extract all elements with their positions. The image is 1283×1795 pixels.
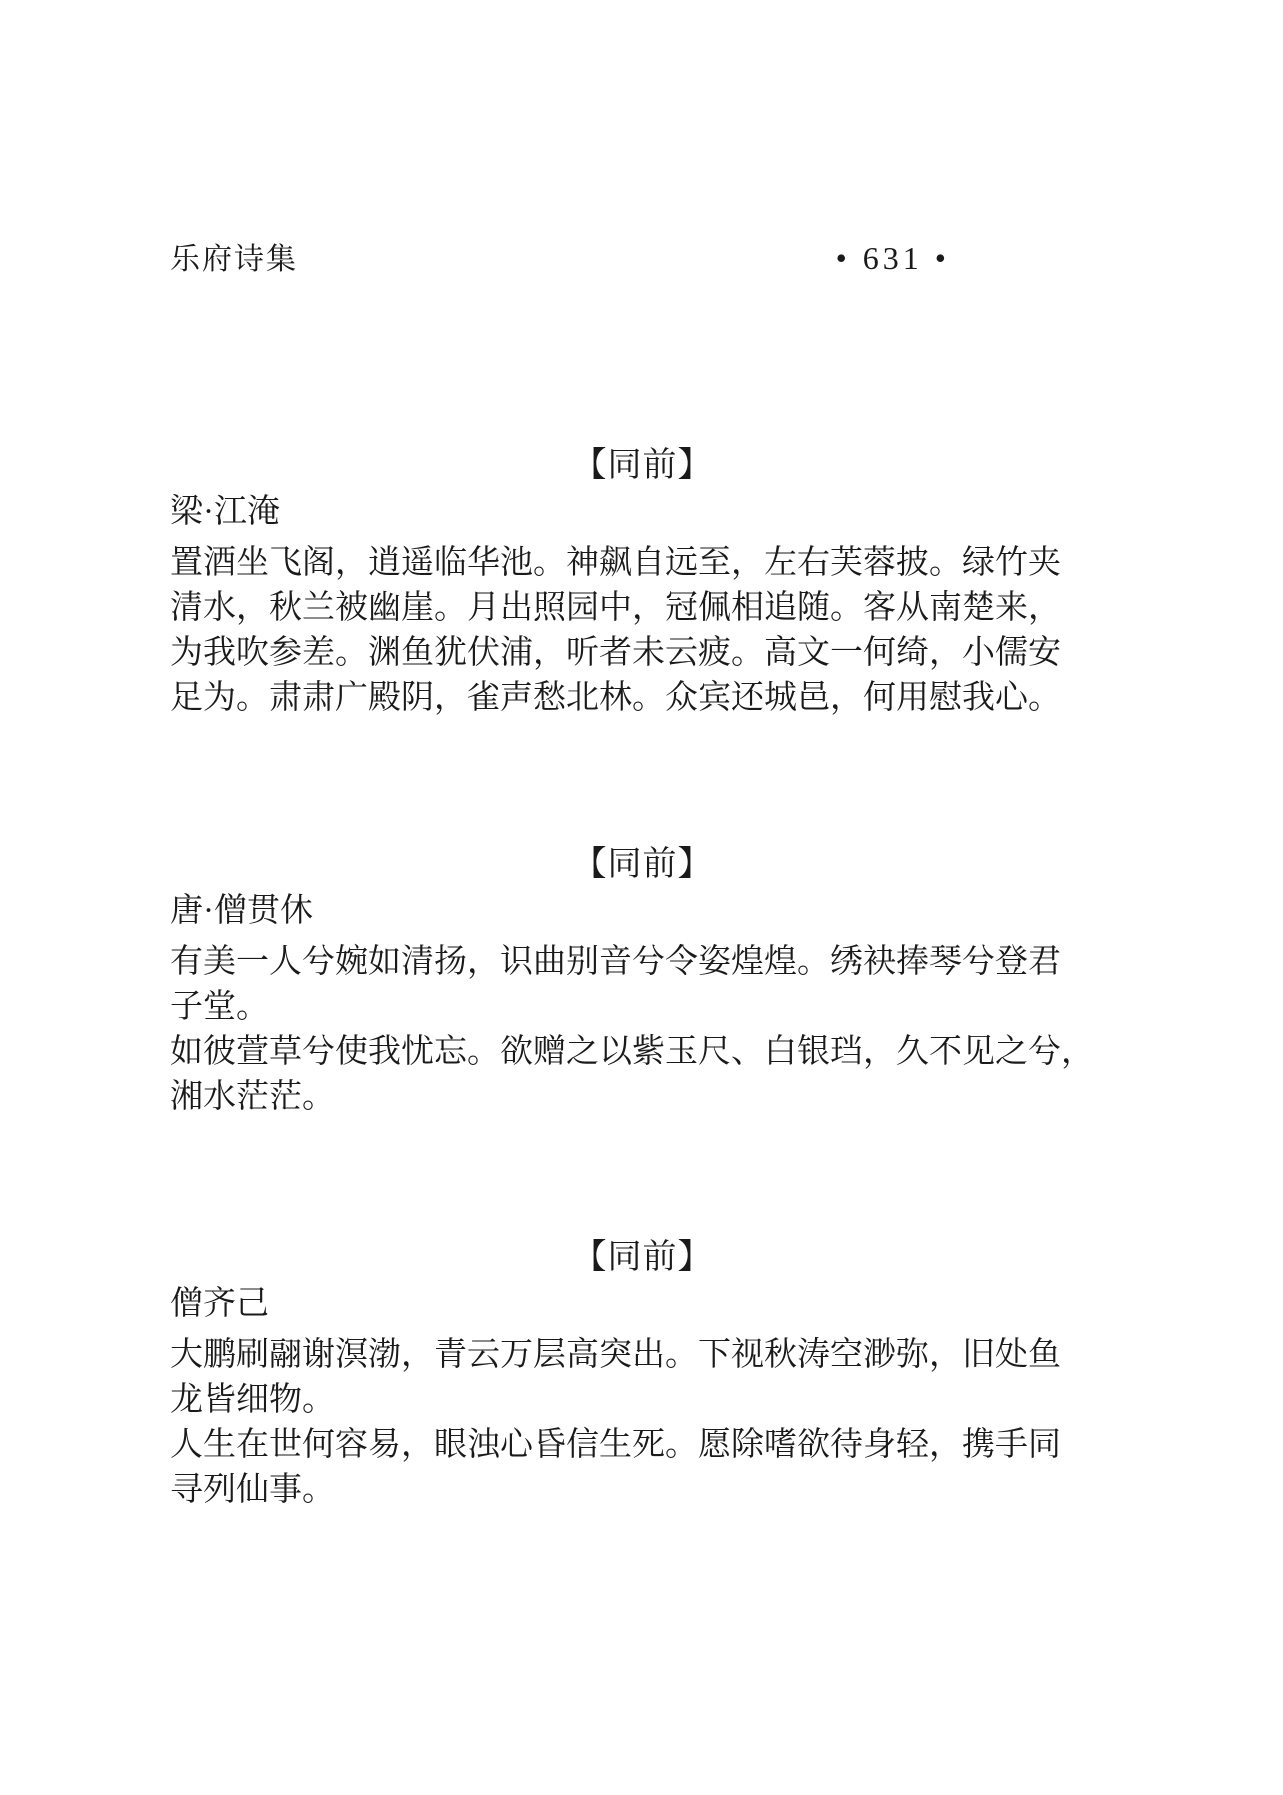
- section-title: 【同前】: [572, 846, 713, 883]
- poem-text: [170, 1333, 1115, 1513]
- section-title: 【同前】: [572, 447, 713, 484]
- poem-line: 为我吹参差。渊鱼犹伏浦，听者未云疲。高文一何绮，小儒安: [170, 635, 1061, 671]
- page-number: • 631 •: [835, 240, 950, 276]
- poem-line: 龙皆细物。: [170, 1382, 335, 1418]
- poem-text: [170, 541, 1115, 721]
- poem-line: 足为。肃肃广殿阴，雀声愁北林。众宾还城邑，何用慰我心。: [170, 680, 1061, 716]
- poem-line: 如彼萱草兮使我忧忘。欲赠之以紫玉尺、白银珰，久不见之兮，: [170, 1034, 1094, 1070]
- poem-line: 湘水茫茫。: [170, 1079, 335, 1115]
- poem-section-3: [0, 1238, 1283, 1513]
- page-header: [0, 240, 1283, 278]
- poem-section-2: [0, 845, 1283, 1120]
- author-line: 梁·江淹: [170, 494, 280, 530]
- section-title: 【同前】: [572, 1239, 713, 1276]
- poem-line: 寻列仙事。: [170, 1472, 335, 1508]
- author-line: 唐·僧贯休: [170, 893, 313, 929]
- poem-section-1: [0, 446, 1283, 721]
- poem-line: 子堂。: [170, 989, 269, 1025]
- poem-line: 置酒坐飞阁，逍遥临华池。神飙自远至，左右芙蓉披。绿竹夹: [170, 545, 1061, 581]
- author-line: 僧齐己: [170, 1286, 269, 1322]
- poem-text: [170, 940, 1115, 1120]
- poem-line: 人生在世何容易，眼浊心昏信生死。愿除嗜欲待身轻，携手同: [170, 1427, 1061, 1463]
- poem-line: 大鹏刷翮谢溟渤，青云万层高突出。下视秋涛空渺弥，旧处鱼: [170, 1337, 1061, 1373]
- poem-line: 有美一人兮婉如清扬，识曲别音兮令姿煌煌。绣袂捧琴兮登君: [170, 944, 1061, 980]
- book-title: 乐府诗集: [170, 243, 298, 276]
- poem-line: 清水，秋兰被幽崖。月出照园中，冠佩相追随。客从南楚来，: [170, 590, 1061, 626]
